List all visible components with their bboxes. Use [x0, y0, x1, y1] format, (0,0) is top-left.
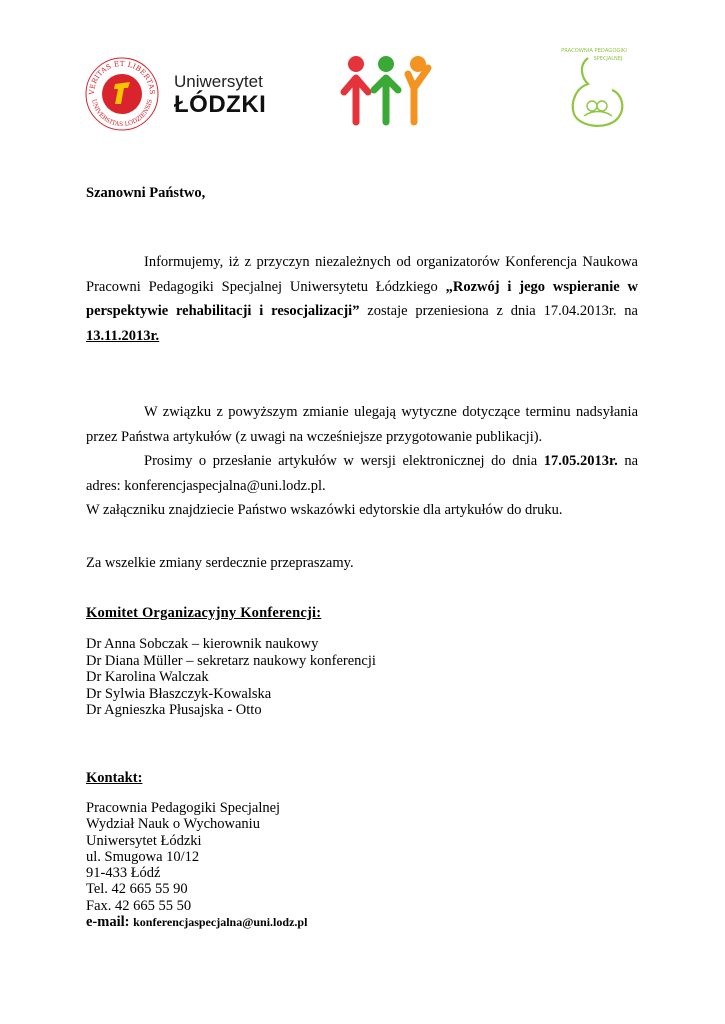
- university-line1: Uniwersytet: [174, 72, 263, 91]
- seal-text-top: VERITAS ET LIBERTAS: [87, 59, 157, 95]
- paragraph-submission: [86, 449, 638, 523]
- contact-line: ul. Smugowa 10/12: [86, 848, 200, 865]
- pps-logo-line1: PRACOWNIA PEDAGOGIKI: [561, 48, 627, 54]
- seal-text-bottom: UNIVERSITAS LODZIENSIS: [90, 98, 154, 129]
- university-line2: ŁÓDZKI: [174, 91, 267, 118]
- para3-text-after: na adres: konferencjaspecjalna@uni.lodz.pl.: [86, 453, 639, 494]
- para1-text-before: Informujemy, iż z przyczyn niezależnych od organizatorów Konferencja Naukowa Pracowni Pedagogiki Specjalnej Uniwersytetu Łódzkiego: [86, 254, 638, 295]
- para1-text-after: zostaje przeniesiona z dnia 17.04.2013r. na: [359, 303, 638, 319]
- paragraph-postponement: [86, 250, 638, 348]
- committee-member: Dr Diana Müller – sekretarz naukowy konferencji: [86, 652, 376, 669]
- new-date: 13.11.2013r.: [86, 327, 160, 344]
- para2-text: W związku z powyższym zmianie ulegają wytyczne dotyczące terminu nadsyłania przez Państwa artykułów (z uwagi na wcześniejsze przygotowanie publikacji).: [86, 404, 638, 445]
- attachment-note: W załączniku znajdziecie Państwo wskazówki edytorskie dla artykułów do druku.: [86, 502, 563, 518]
- committee-heading: Komitet Organizacyjny Konferencji:: [86, 605, 322, 621]
- committee-member: Dr Karolina Walczak: [86, 669, 209, 685]
- contact-line: Tel. 42 665 55 90: [86, 881, 188, 898]
- paragraph-guidelines: [86, 400, 638, 449]
- committee-list: [86, 636, 638, 719]
- deadline-date: 17.05.2013r.: [543, 453, 618, 469]
- email-label: e-mail:: [86, 914, 130, 931]
- three-figures-logo: [338, 54, 434, 128]
- para3-text-before: Prosimy o przesłanie artykułów w wersji elektronicznej do dnia: [144, 453, 544, 469]
- contact-line: Wydział Nauk o Wychowaniu: [86, 816, 260, 833]
- email-link[interactable]: konferencjaspecjalna@uni.lodz.pl: [133, 915, 308, 930]
- pps-logo: [552, 44, 636, 132]
- conference-title: „Rozwój i jego wspieranie w perspektywie rehabilitacji i resocjalizacji”: [86, 278, 638, 319]
- contact-line: Uniwersytet Łódzki: [86, 832, 202, 849]
- contact-line: Fax. 42 665 55 50: [86, 897, 192, 914]
- greeting: Szanowni Państwo,: [86, 185, 206, 201]
- email-line: [86, 914, 638, 930]
- contact-heading: Kontakt:: [86, 770, 143, 786]
- apology: Za wszelkie zmiany serdecznie przepraszamy.: [86, 555, 354, 571]
- university-seal-logo: [84, 56, 160, 132]
- contact-line: 91-433 Łódź: [86, 865, 161, 882]
- pps-logo-line2: SPECJALNEJ: [593, 56, 623, 62]
- contact-block: [86, 800, 638, 930]
- committee-member: Dr Agnieszka Płusajska - Otto: [86, 702, 262, 718]
- university-name: [174, 72, 266, 118]
- contact-line: Pracownia Pedagogiki Specjalnej: [86, 800, 281, 816]
- committee-member: Dr Anna Sobczak – kierownik naukowy: [86, 636, 319, 652]
- committee-member: Dr Sylwia Błaszczyk-Kowalska: [86, 685, 272, 702]
